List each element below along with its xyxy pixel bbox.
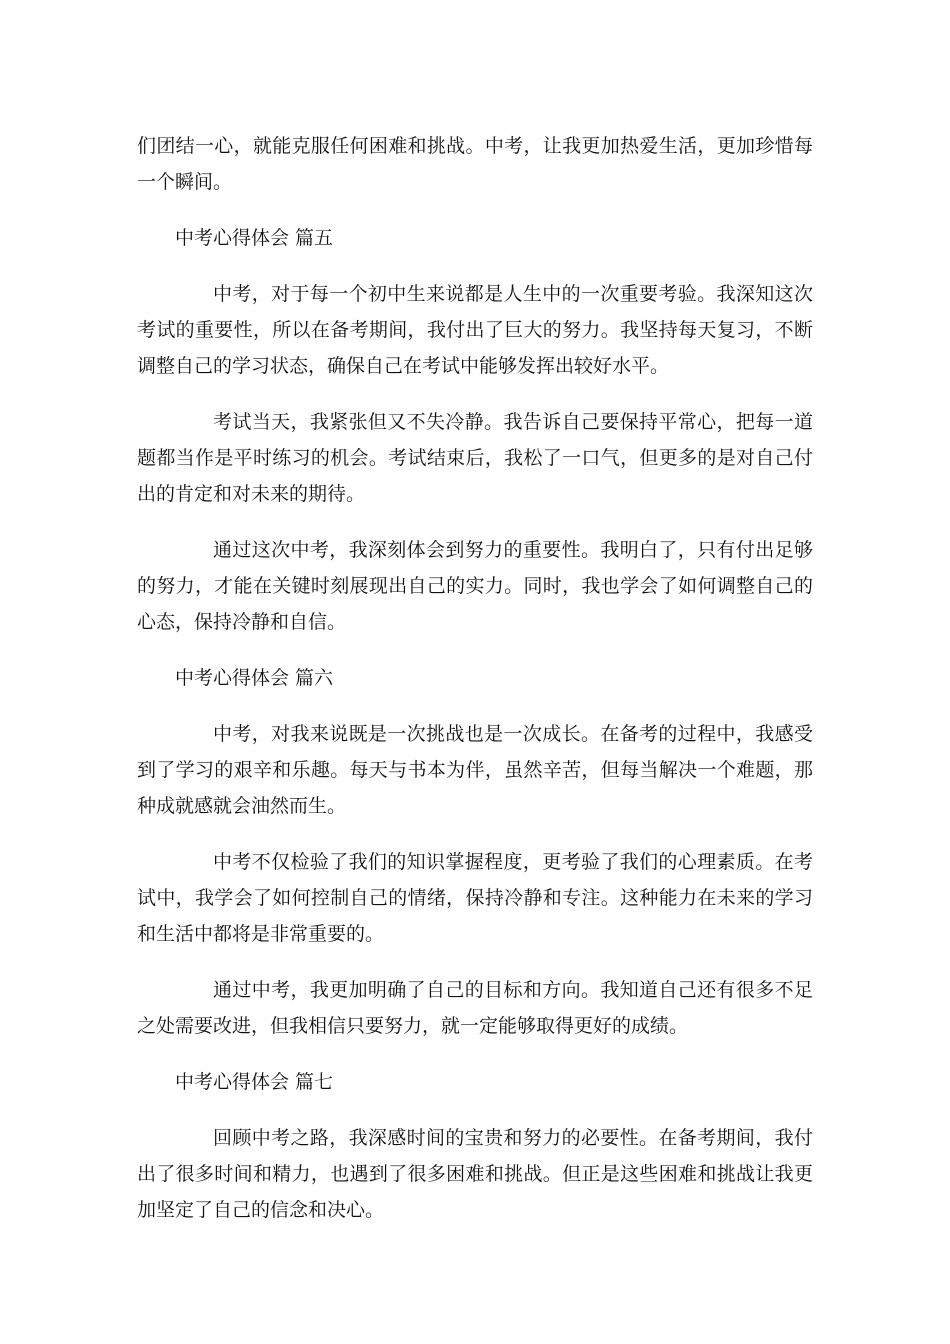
section-heading-5: 中考心得体会 篇五 bbox=[175, 227, 334, 249]
document-body bbox=[137, 128, 813, 1248]
paragraph: 通过这次中考，我深刻体会到努力的重要性。我明白了，只有付出足够的努力，才能在关键时刻展现出自己的实力。同时，我也学会了如何调整自己的心态，保持冷静和自信。 bbox=[137, 539, 813, 633]
section-heading-7: 中考心得体会 篇七 bbox=[175, 1071, 334, 1093]
paragraph: 通过中考，我更加明确了自己的目标和方向。我知道自己还有很多不足之处需要改进，但我相信只要努力，就一定能够取得更好的成绩。 bbox=[137, 979, 813, 1037]
paragraph-continued: 们团结一心，就能克服任何困难和挑战。中考，让我更加热爱生活，更加珍惜每一个瞬间。 bbox=[137, 135, 813, 193]
paragraph: 中考，对我来说既是一次挑战也是一次成长。在备考的过程中，我感受到了学习的艰辛和乐趣。每天与书本为伴，虽然辛苦，但每当解决一个难题，那种成就感就会油然而生。 bbox=[137, 723, 813, 817]
paragraph: 考试当天，我紧张但又不失冷静。我告诉自己要保持平常心，把每一道题都当作是平时练习的机会。考试结束后，我松了一口气，但更多的是对自己付出的肯定和对未来的期待。 bbox=[137, 411, 813, 505]
paragraph: 中考不仅检验了我们的知识掌握程度，更考验了我们的心理素质。在考试中，我学会了如何控制自己的情绪，保持冷静和专注。这种能力在未来的学习和生活中都将是非常重要的。 bbox=[137, 851, 813, 945]
paragraph: 回顾中考之路，我深感时间的宝贵和努力的必要性。在备考期间，我付出了很多时间和精力，也遇到了很多困难和挑战。但正是这些困难和挑战让我更加坚定了自己的信念和决心。 bbox=[137, 1127, 813, 1221]
section-heading-6: 中考心得体会 篇六 bbox=[175, 667, 334, 689]
paragraph: 中考，对于每一个初中生来说都是人生中的一次重要考验。我深知这次考试的重要性，所以在备考期间，我付出了巨大的努力。我坚持每天复习，不断调整自己的学习状态，确保自己在考试中能够发挥出较好水平。 bbox=[137, 283, 813, 377]
